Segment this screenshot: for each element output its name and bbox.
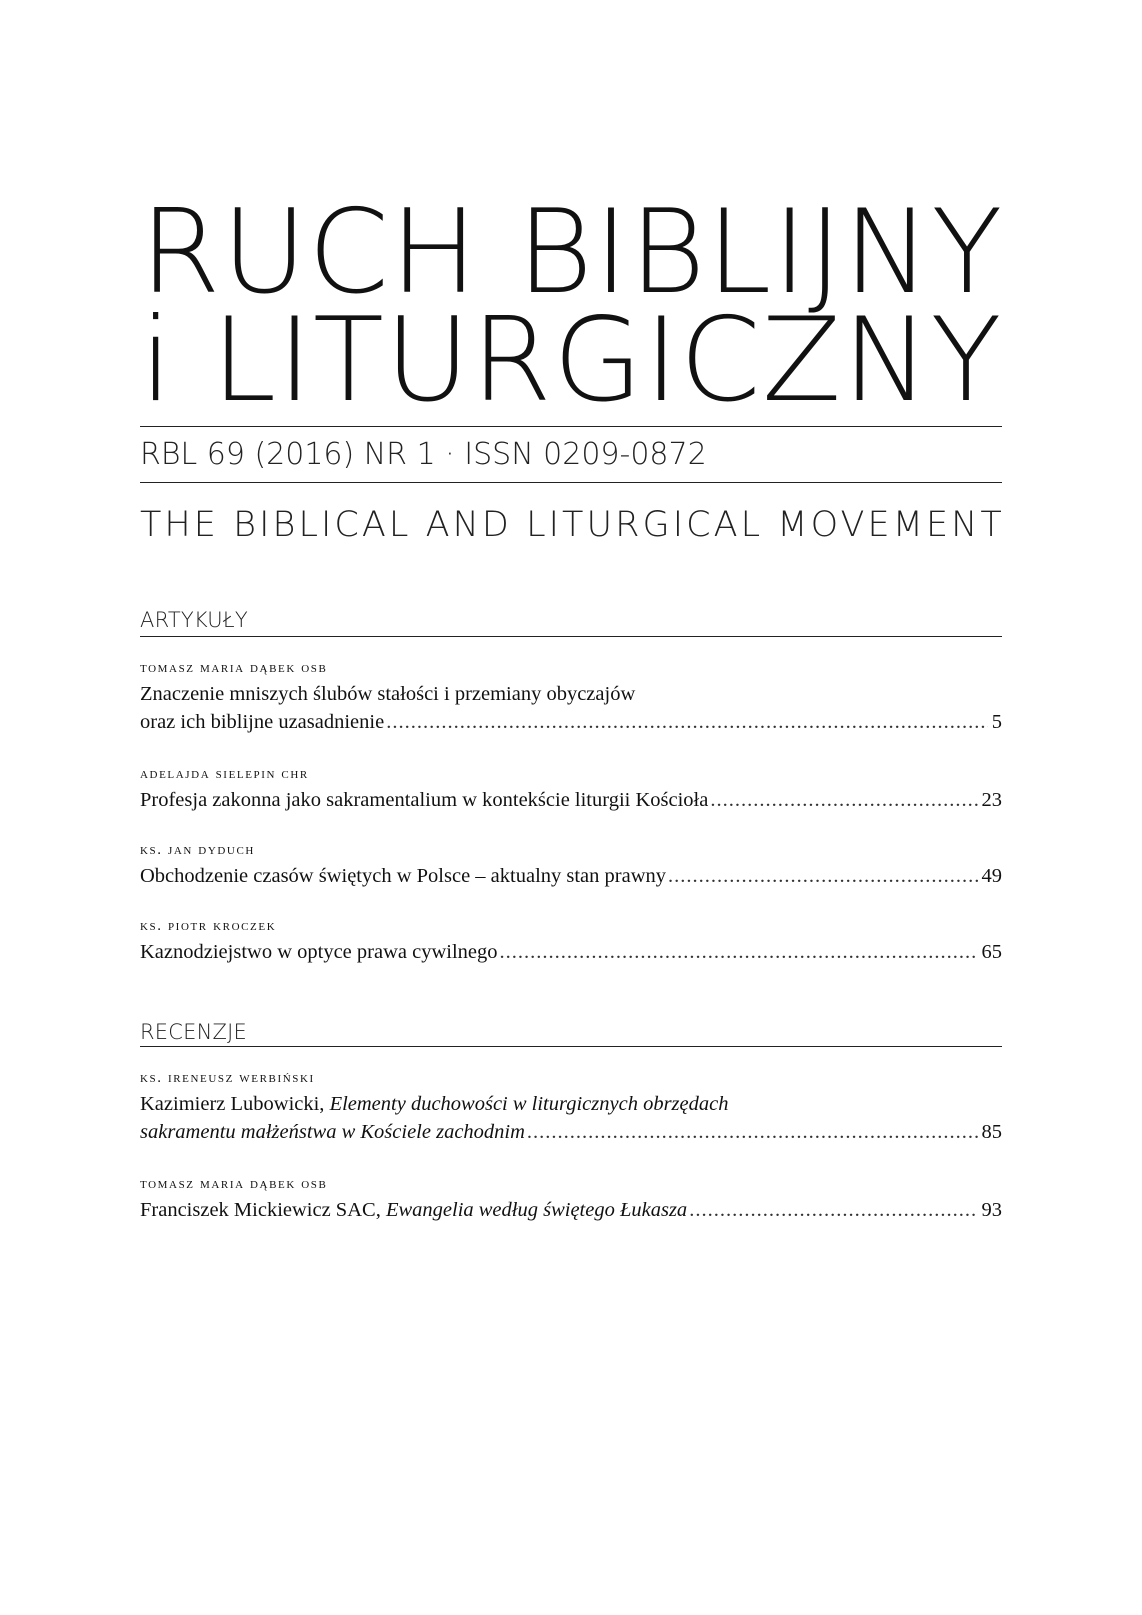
entry-title-line bbox=[140, 862, 1002, 890]
issn-line: RBL 69 (2016) NR 1 · ISSN 0209-0872 bbox=[140, 437, 707, 472]
entry-author: ks. piotr kroczek bbox=[140, 918, 277, 934]
toc-entry-article-4[interactable] bbox=[140, 916, 1002, 966]
toc-entry-article-1[interactable] bbox=[140, 658, 1002, 736]
entry-title: Znaczenie mniszych ślubów stałości i przemiany obyczajów bbox=[140, 683, 636, 705]
journal-subtitle: THE BIBLICAL AND LITURGICAL MOVEMENT bbox=[140, 505, 1005, 545]
section-rule-reviews bbox=[140, 1046, 1002, 1047]
entry-book-title: Elementy duchowości w liturgicznych obrzędach bbox=[329, 1093, 729, 1115]
entry-book-title: Ewangelia według świętego Łukasza bbox=[385, 1199, 688, 1221]
entry-author: adelajda sielepin chr bbox=[140, 766, 309, 782]
entry-title: Kaznodziejstwo w optyce prawa cywilnego bbox=[140, 941, 498, 963]
section-heading-articles: ARTYKUŁY bbox=[140, 608, 248, 632]
toc-entry-article-3[interactable] bbox=[140, 840, 1002, 890]
entry-title-line bbox=[140, 708, 1002, 736]
entry-author: ks. jan dyduch bbox=[140, 842, 255, 858]
dot-leader bbox=[500, 938, 978, 966]
dot-leader bbox=[527, 1118, 978, 1146]
journal-title-line-1: RUCH BIBLIJNY bbox=[140, 185, 1004, 320]
entry-book-author: Franciszek Mickiewicz SAC, bbox=[140, 1199, 386, 1221]
entry-author: ks. ireneusz werbiński bbox=[140, 1070, 315, 1086]
section-heading-reviews: RECENZJE bbox=[140, 1020, 247, 1044]
entry-page-number: 23 bbox=[981, 789, 1002, 811]
journal-title-line-2: i LITURGICZNY bbox=[140, 293, 1003, 428]
entry-page-number: 85 bbox=[981, 1121, 1002, 1143]
entry-title-line bbox=[140, 1196, 1002, 1224]
entry-author: tomasz maria dąbek osb bbox=[140, 660, 328, 676]
entry-page-number: 93 bbox=[981, 1199, 1002, 1221]
entry-page-number: 65 bbox=[981, 941, 1002, 963]
toc-entry-review-2[interactable] bbox=[140, 1174, 1002, 1224]
toc-entry-article-2[interactable] bbox=[140, 764, 1002, 814]
entry-book-title-continued: sakramentu małżeństwa w Kościele zachodnim bbox=[140, 1121, 525, 1143]
toc-entry-review-1[interactable] bbox=[140, 1068, 1002, 1146]
entry-author: tomasz maria dąbek osb bbox=[140, 1176, 328, 1192]
entry-page-number: 49 bbox=[981, 865, 1002, 887]
entry-title-line bbox=[140, 938, 1002, 966]
entry-title-continued: oraz ich biblijne uzasadnienie bbox=[140, 711, 385, 733]
masthead-top-rule bbox=[140, 426, 1002, 427]
dot-leader bbox=[710, 786, 977, 814]
entry-title: Obchodzenie czasów świętych w Polsce – aktualny stan prawny bbox=[140, 865, 667, 887]
entry-title-line bbox=[140, 680, 1002, 708]
section-rule-articles bbox=[140, 636, 1002, 637]
dot-leader bbox=[689, 1196, 977, 1224]
entry-book-author: Kazimierz Lubowicki, bbox=[140, 1093, 330, 1115]
dot-leader bbox=[386, 708, 988, 736]
entry-title: Profesja zakonna jako sakramentalium w kontekście liturgii Kościoła bbox=[140, 789, 709, 811]
entry-title-line bbox=[140, 786, 1002, 814]
dot-leader bbox=[668, 862, 977, 890]
entry-title-line bbox=[140, 1090, 1002, 1118]
entry-title-line bbox=[140, 1118, 1002, 1146]
masthead-bottom-rule bbox=[140, 482, 1002, 483]
entry-page-number: 5 bbox=[991, 711, 1002, 733]
